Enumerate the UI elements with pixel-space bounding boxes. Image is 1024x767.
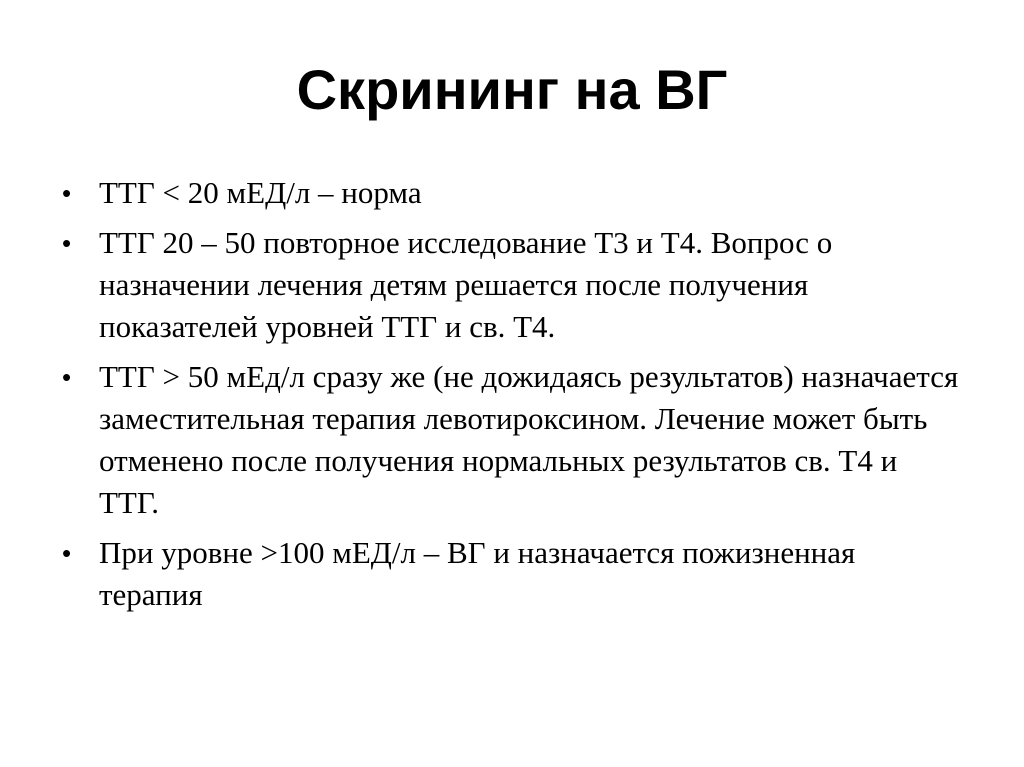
bullet-list [62, 172, 962, 624]
bullet-text: ТТГ 20 – 50 повторное исследование Т3 и Т4. Вопрос о назначении лечения детям решается после получения показателей уровней ТТГ и св. Т4. [99, 225, 833, 344]
bullet-dot-icon: • [62, 362, 72, 392]
bullet-text: При уровне >100 мЕД/л – ВГ и назначается пожизненная терапия [99, 535, 856, 612]
bullet-item [62, 222, 962, 348]
bullet-dot-icon: • [62, 178, 72, 208]
bullet-text: ТТГ < 20 мЕД/л – норма [99, 175, 422, 210]
slide-title: Скрининг на ВГ [296, 58, 728, 121]
bullet-dot-icon: • [62, 228, 72, 258]
bullet-dot-icon: • [62, 538, 72, 568]
bullet-item [62, 356, 962, 524]
bullet-item [62, 172, 962, 214]
bullet-item [62, 532, 962, 616]
bullet-text: ТТГ > 50 мЕд/л сразу же (не дожидаясь результатов) назначается заместительная терапия левотироксином. Лечение может быть отменено после получения нормальных результатов св. Т4 и ТТГ. [99, 359, 959, 520]
